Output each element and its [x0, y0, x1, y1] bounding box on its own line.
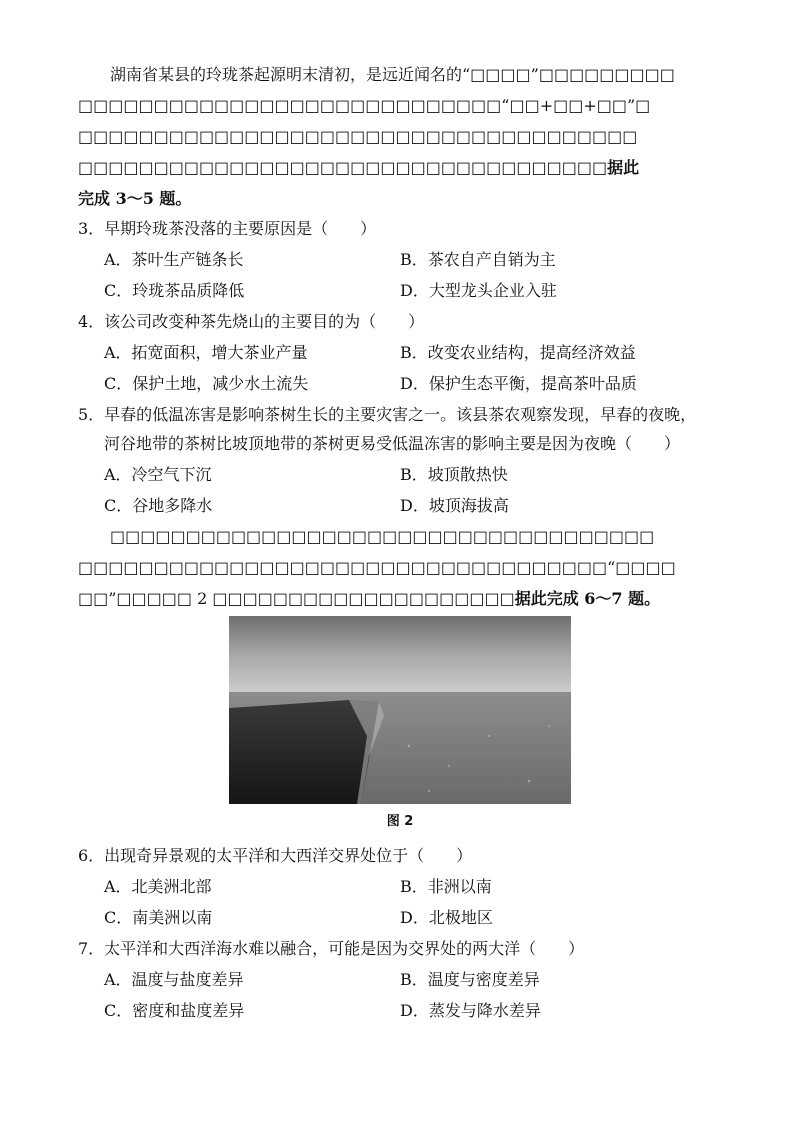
question-6-option-b[interactable]: B．非洲以南: [400, 877, 492, 896]
question-3-option-a[interactable]: A．茶叶生产链条长: [104, 250, 244, 269]
question-4-option-c[interactable]: C．保护土地，减少水土流失: [104, 374, 309, 393]
question-3-option-b[interactable]: B．茶农自产自销为主: [400, 250, 556, 269]
question-3-option-d[interactable]: D．大型龙头企业入驻: [400, 281, 557, 300]
passage1-line5: 完成 3～5 题。: [78, 189, 192, 208]
passage1-line4-text: □□□□□□□□□□□□□□□□□□□□□□□□□□□□□□□□□□□: [78, 158, 608, 177]
question-5-stem: 5．早春的低温冻害是影响茶树生长的主要灾害之一。该县茶农观察发现，早春的夜晚，: [78, 405, 697, 424]
ocean-boundary-photo: [229, 616, 571, 804]
question-6-stem: 6．出现奇异景观的太平洋和大西洋交界处位于（ ）: [78, 846, 473, 865]
figure-caption: 图 2: [386, 814, 414, 829]
passage1-line4-bold: 据此: [607, 158, 640, 177]
question-5-option-d[interactable]: D．坡顶海拔高: [400, 496, 509, 515]
question-7-option-b[interactable]: B．温度与密度差异: [400, 970, 540, 989]
question-4-option-d[interactable]: D．保护生态平衡，提高茶叶品质: [400, 374, 637, 393]
passage1-line2: □□□□□□□□□□□□□□□□□□□□□□□□□□□□“□□+□□+□□”□: [78, 96, 651, 115]
question-3-stem: 3．早期玲珑茶没落的主要原因是（ ）: [78, 219, 377, 238]
question-6-option-c[interactable]: C．南美洲以南: [104, 908, 213, 927]
question-5-option-a[interactable]: A．冷空气下沉: [104, 465, 212, 484]
question-4-option-a[interactable]: A．拓宽面积，增大茶业产量: [104, 343, 308, 362]
question-6-option-a[interactable]: A．北美洲北部: [104, 877, 212, 896]
question-7-stem: 7．太平洋和大西洋海水难以融合，可能是因为交界处的两大洋（ ）: [78, 939, 585, 958]
question-6-option-d[interactable]: D．北极地区: [400, 908, 493, 927]
question-5-stem-cont: 河谷地带的茶树比坡顶地带的茶树更易受低温冻害的影响主要是因为夜晚（ ）: [104, 434, 681, 453]
passage2-line3: [78, 588, 728, 610]
passage1-line3: □□□□□□□□□□□□□□□□□□□□□□□□□□□□□□□□□□□□□: [78, 127, 638, 146]
question-4-option-b[interactable]: B．改变农业结构，提高经济效益: [400, 343, 636, 362]
passage2-line1: □□□□□□□□□□□□□□□□□□□□□□□□□□□□□□□□□□□□: [110, 527, 655, 546]
passage1-line4: [78, 157, 728, 179]
passage2-line2: □□□□□□□□□□□□□□□□□□□□□□□□□□□□□□□□□□□“□□□□: [78, 558, 676, 577]
question-3-option-c[interactable]: C．玲珑茶品质降低: [104, 281, 245, 300]
question-4-stem: 4．该公司改变种茶先烧山的主要目的为（ ）: [78, 312, 425, 331]
passage2-line3-text: □□”□□□□□ 2 □□□□□□□□□□□□□□□□□□□□: [78, 589, 515, 608]
question-5-option-c[interactable]: C．谷地多降水: [104, 496, 213, 515]
question-5-option-b[interactable]: B．坡顶散热快: [400, 465, 508, 484]
question-7-option-d[interactable]: D．蒸发与降水差异: [400, 1001, 541, 1020]
passage1-line1: 湖南省某县的玲珑茶起源明末清初，是远近闻名的“□□□□”□□□□□□□□□: [110, 65, 675, 84]
question-7-option-c[interactable]: C．密度和盐度差异: [104, 1001, 245, 1020]
passage2-line3-bold: 据此完成 6～7 题。: [514, 589, 661, 608]
question-7-option-a[interactable]: A．温度与盐度差异: [104, 970, 244, 989]
